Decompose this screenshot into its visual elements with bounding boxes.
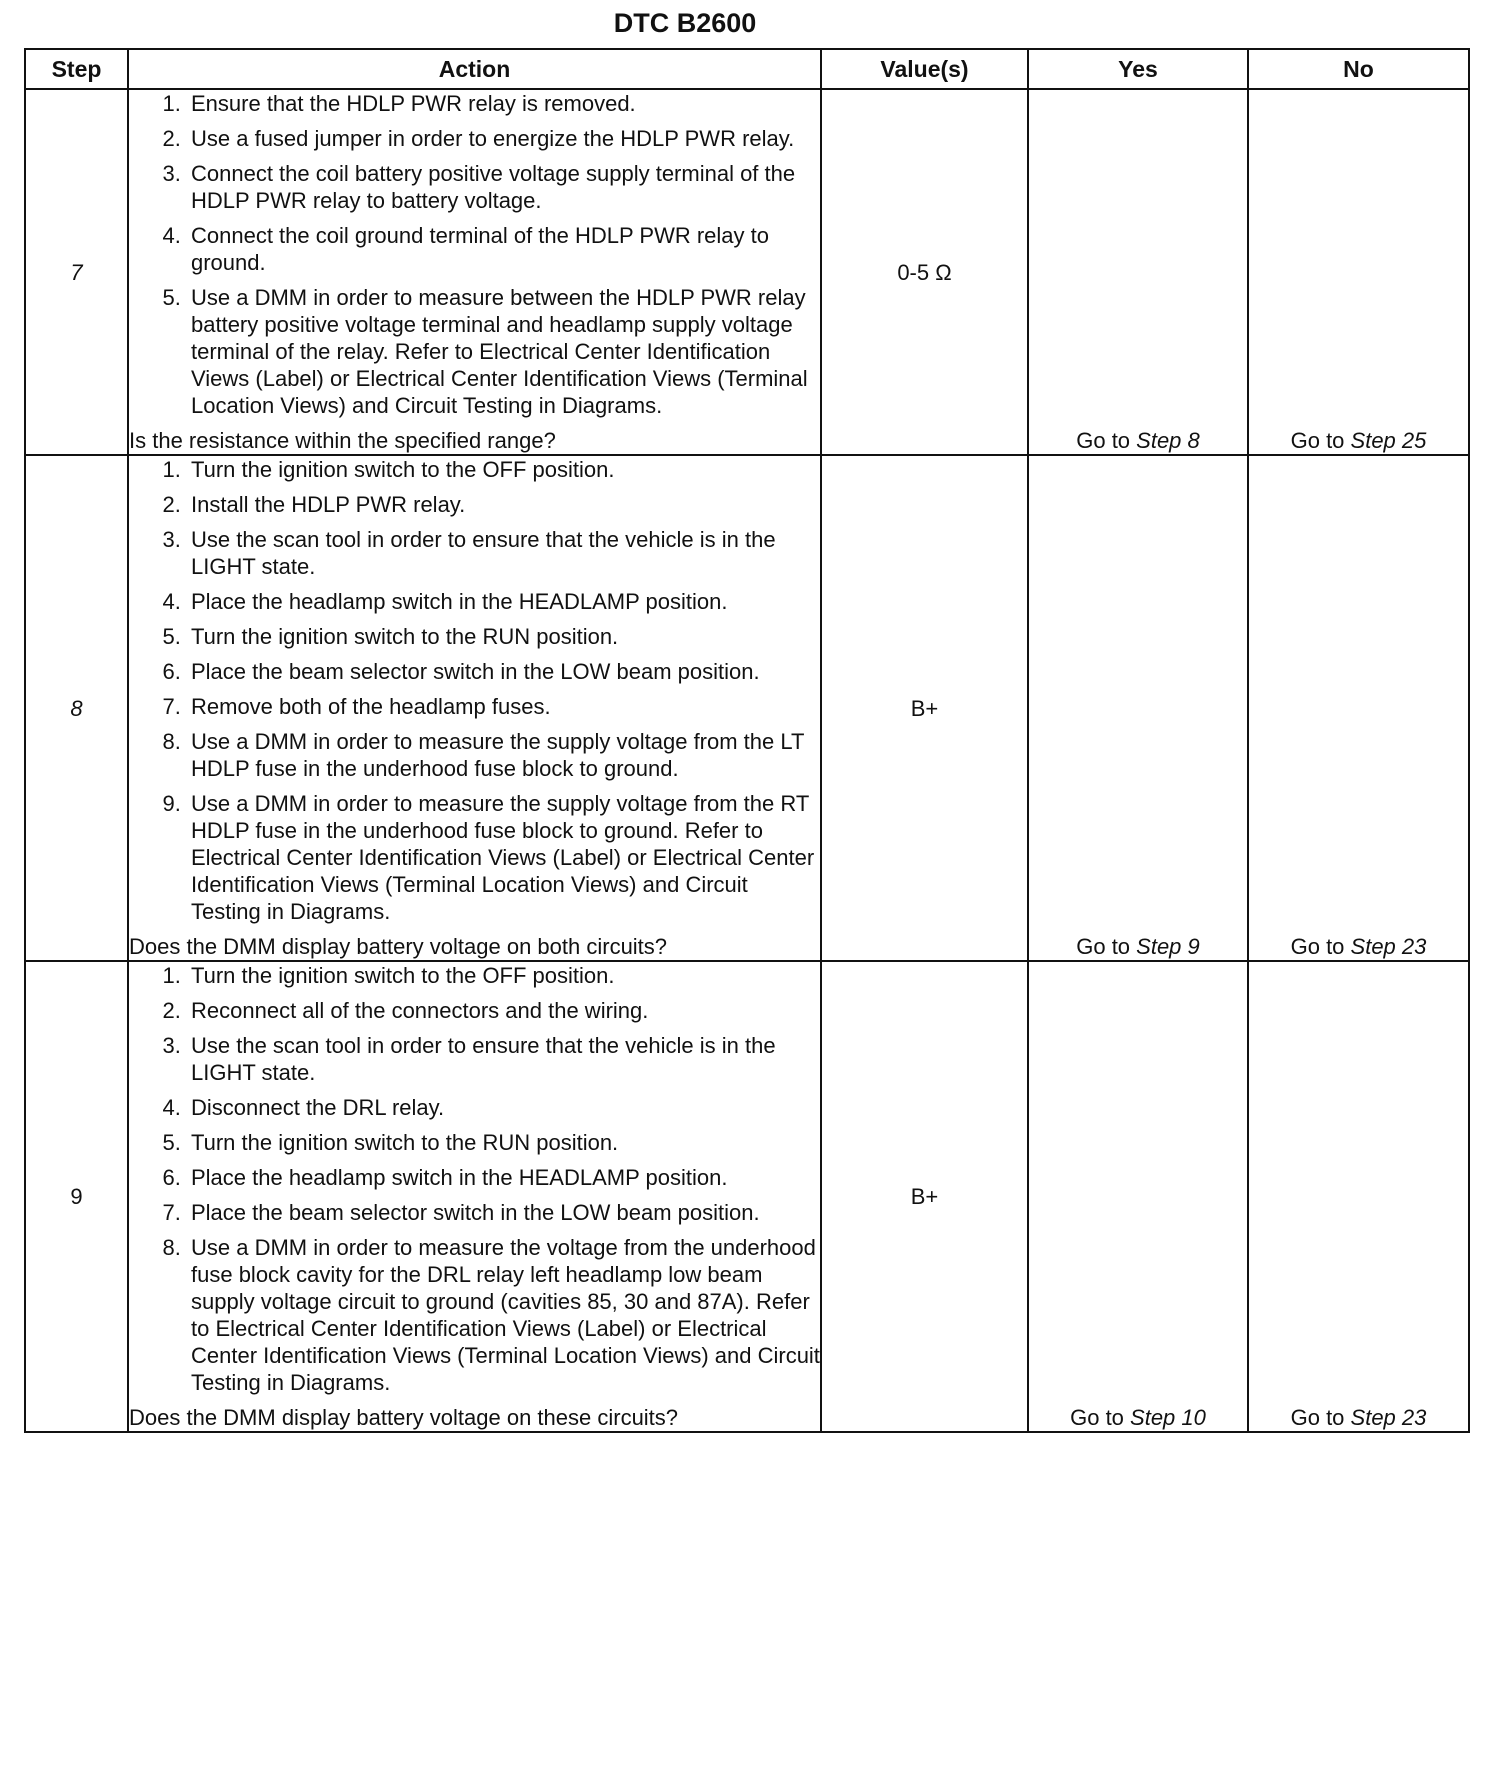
header-action: Action [128, 49, 821, 89]
table-row [25, 455, 1469, 961]
yes-cell [1028, 961, 1248, 1432]
value-cell: B+ [821, 455, 1028, 961]
table-row [25, 89, 1469, 455]
header-row [25, 49, 1469, 89]
no-cell [1248, 89, 1469, 455]
list-item: 1. Turn the ignition switch to the OFF position. [187, 962, 820, 989]
action-cell [128, 455, 821, 961]
no-cell [1248, 961, 1469, 1432]
page-title: DTC B2600 [613, 8, 757, 38]
step-number: 7 [25, 89, 128, 455]
list-item: 7. Place the beam selector switch in the LOW beam position. [187, 1199, 820, 1226]
list-item: 6. Place the headlamp switch in the HEADLAMP position. [187, 1164, 820, 1191]
yes-prefix: Go to [1076, 428, 1137, 453]
step-number: 9 [25, 961, 128, 1432]
step-number: 8 [25, 455, 128, 961]
list-item: 4. Place the headlamp switch in the HEADLAMP position. [187, 588, 820, 615]
list-item: 3. Connect the coil battery positive voltage supply terminal of the HDLP PWR relay to battery voltage. [187, 160, 820, 214]
list-item: 5. Turn the ignition switch to the RUN position. [187, 1129, 820, 1156]
list-item: 8. Use a DMM in order to measure the voltage from the underhood fuse block cavity for the DRL relay left headlamp low beam supply voltage circuit to ground (cavities 85, 30 and 87A). Refer to Electrical Center Identification Views (Label) or Electrical Center Identification Views (Terminal Location Views) and Circuit Testing in Diagrams. [187, 1234, 820, 1396]
list-item: 3. Use the scan tool in order to ensure that the vehicle is in the LIGHT state. [187, 1032, 820, 1086]
yes-cell [1028, 89, 1248, 455]
list-item: 2. Install the HDLP PWR relay. [187, 491, 820, 518]
list-item: 3. Use the scan tool in order to ensure that the vehicle is in the LIGHT state. [187, 526, 820, 580]
value-cell: 0-5 Ω [821, 89, 1028, 455]
question-text: Is the resistance within the specified range? [129, 428, 556, 453]
yes-prefix: Go to [1076, 934, 1137, 959]
yes-target: Step 9 [1136, 934, 1200, 959]
action-steps [129, 962, 820, 1396]
no-cell [1248, 455, 1469, 961]
list-item: 4. Disconnect the DRL relay. [187, 1094, 820, 1121]
question-text: Does the DMM display battery voltage on these circuits? [129, 1405, 679, 1430]
action-cell [128, 961, 821, 1432]
no-target: Step 23 [1350, 934, 1427, 959]
no-prefix: Go to [1290, 934, 1351, 959]
action-steps [129, 90, 820, 419]
list-item: 1. Turn the ignition switch to the OFF position. [187, 456, 820, 483]
value-cell: B+ [821, 961, 1028, 1432]
no-target: Step 23 [1350, 1405, 1427, 1430]
list-item: 4. Connect the coil ground terminal of the HDLP PWR relay to ground. [187, 222, 820, 276]
no-prefix: Go to [1290, 428, 1351, 453]
list-item: 9. Use a DMM in order to measure the supply voltage from the RT HDLP fuse in the underhood fuse block to ground. Refer to Electrical Center Identification Views (Label) or Electrical Center Identification Views (Terminal Location Views) and Circuit Testing in Diagrams. [187, 790, 820, 925]
list-item: 1. Ensure that the HDLP PWR relay is removed. [187, 90, 820, 117]
yes-cell [1028, 455, 1248, 961]
header-step: Step [25, 49, 128, 89]
question-text: Does the DMM display battery voltage on both circuits? [129, 934, 668, 959]
header-no: No [1248, 49, 1469, 89]
list-item: 6. Place the beam selector switch in the LOW beam position. [187, 658, 820, 685]
list-item: 5. Use a DMM in order to measure between the HDLP PWR relay battery positive voltage terminal and headlamp supply voltage terminal of the relay. Refer to Electrical Center Identification Views (Label) or Electrical Center Identification Views (Terminal Location Views) and Circuit Testing in Diagrams. [187, 284, 820, 419]
list-item: 5. Turn the ignition switch to the RUN position. [187, 623, 820, 650]
action-steps [129, 456, 820, 925]
yes-prefix: Go to [1070, 1405, 1131, 1430]
yes-target: Step 10 [1130, 1405, 1206, 1430]
list-item: 8. Use a DMM in order to measure the supply voltage from the LT HDLP fuse in the underhood fuse block to ground. [187, 728, 820, 782]
header-yes: Yes [1028, 49, 1248, 89]
list-item: 2. Use a fused jumper in order to energize the HDLP PWR relay. [187, 125, 820, 152]
no-prefix: Go to [1290, 1405, 1351, 1430]
list-item: 7. Remove both of the headlamp fuses. [187, 693, 820, 720]
yes-target: Step 8 [1136, 428, 1200, 453]
list-item: 2. Reconnect all of the connectors and the wiring. [187, 997, 820, 1024]
header-values: Value(s) [821, 49, 1028, 89]
action-cell [128, 89, 821, 455]
table-row [25, 961, 1469, 1432]
no-target: Step 25 [1350, 428, 1427, 453]
diagnostic-table [24, 48, 1470, 1433]
